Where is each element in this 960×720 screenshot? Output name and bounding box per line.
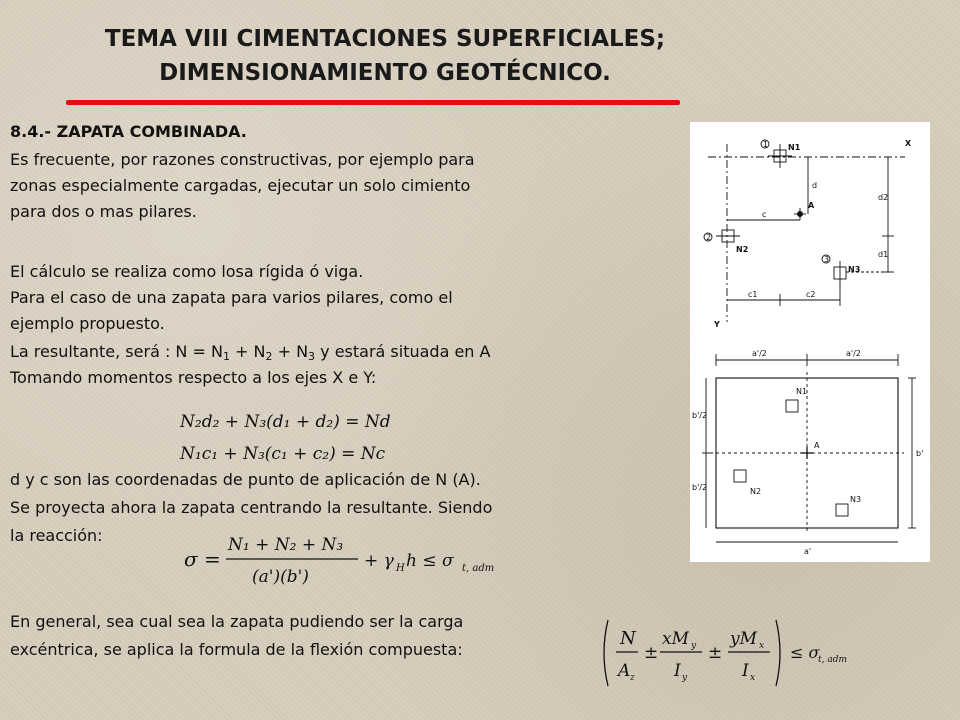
footing-n2: [734, 470, 746, 482]
title-line-1: TEMA VIII CIMENTACIONES SUPERFICIALES;: [104, 26, 666, 52]
label-a-half-left: a'/2: [752, 349, 767, 358]
moments-line: Tomando momentos respecto a los ejes X e Y:: [10, 368, 377, 387]
sub-2: 2: [265, 350, 273, 363]
label-footing-n3: N3: [850, 495, 862, 504]
flex-ymx: yM: [730, 629, 758, 649]
label-d2: d2: [878, 193, 889, 202]
paragraph-2-line-2: Para el caso de una zapata para varios pilares, como el: [10, 288, 453, 307]
label-circle-2: 2: [706, 233, 712, 242]
paragraph-3-line-3: la reacción:: [10, 526, 103, 545]
flex-le: ≤ σ: [790, 643, 820, 662]
flex-x-sub-1: x: [759, 641, 765, 651]
label-b-half-bottom: b'/2: [692, 483, 708, 492]
label-b-full: b': [916, 449, 924, 458]
sigma-adm: t, adm: [462, 563, 495, 574]
sigma-lhs: σ =: [184, 547, 221, 571]
paragraph-1-line-2: zonas especialmente cargadas, ejecutar un solo cimiento: [10, 176, 471, 195]
label-c1: c1: [748, 290, 758, 299]
sigma-numerator: N₁ + N₂ + N₃: [228, 535, 344, 555]
label-footing-n1: N1: [796, 387, 808, 396]
label-a-full: a': [804, 547, 812, 556]
flex-y-sub-2: y: [682, 673, 688, 683]
label-footing-n2: N2: [750, 487, 762, 496]
paragraph-1-line-3: para dos o mas pilares.: [10, 202, 197, 221]
sigma-rhs: + γ: [364, 551, 394, 571]
flex-z-sub: z: [630, 673, 635, 683]
label-n3: N3: [848, 265, 861, 274]
sigma-h-sub: H: [396, 563, 405, 574]
bottom-diagram: [702, 354, 916, 542]
section-heading: 8.4.- ZAPATA COMBINADA.: [10, 122, 247, 141]
sigma-h: h ≤ σ: [406, 551, 454, 571]
label-b-half-top: b'/2: [692, 411, 708, 420]
paragraph-4-line-2: excéntrica, se aplica la formula de la flexión compuesta:: [10, 640, 463, 659]
resultant-line: [10, 340, 490, 368]
paragraph-4-line-1: En general, sea cual sea la zapata pudiendo ser la carga: [10, 612, 464, 631]
flex-iy: I: [674, 661, 681, 681]
label-circle-3: 3: [824, 255, 830, 264]
label-c2: c2: [806, 290, 816, 299]
equation-2: N₁c₁ + N₃(c₁ + c₂) = Nc: [180, 444, 386, 464]
paragraph-3-line-1: d y c son las coordenadas de punto de aplicación de N (A).: [10, 470, 481, 489]
flex-pm-1: ±: [644, 643, 659, 663]
flex-az: A: [618, 661, 631, 681]
flexion-formula: [598, 616, 898, 690]
flex-x-sub-2: x: [750, 673, 756, 683]
top-diagram: [704, 140, 905, 322]
label-circle-1: 1: [763, 140, 769, 149]
title-underline: [66, 100, 680, 105]
paragraph-2-line-1: El cálculo se realiza como losa rígida ó viga.: [10, 262, 364, 281]
label-d1: d1: [878, 250, 889, 259]
sigma-formula: [182, 528, 512, 590]
label-a-half-right: a'/2: [846, 349, 861, 358]
resultant-plus-2: + N: [272, 342, 309, 361]
sub-1: 1: [222, 350, 230, 363]
top-diagram-labels: [706, 139, 912, 329]
title-line-2: DIMENSIONAMIENTO GEOTÉCNICO.: [159, 60, 611, 86]
resultant-plus-1: + N: [229, 342, 266, 361]
label-n2: N2: [736, 245, 749, 254]
flex-adm: t, adm: [818, 655, 847, 665]
footing-n1: [786, 400, 798, 412]
flex-ix: I: [742, 661, 749, 681]
flex-xmy: xM: [662, 629, 689, 649]
label-d: d: [812, 181, 818, 190]
paragraph-1-line-1: Es frecuente, por razones constructivas, por ejemplo para: [10, 150, 475, 169]
right-paren: [776, 620, 780, 686]
figure-svg: [690, 122, 930, 562]
label-x-axis: X: [905, 139, 912, 148]
label-footing-a: A: [814, 441, 820, 450]
label-c: c: [762, 210, 767, 219]
resultant-prefix: La resultante, será : N = N: [10, 342, 223, 361]
paragraph-2-line-3: ejemplo propuesto.: [10, 314, 165, 333]
label-a-top: A: [808, 201, 815, 210]
label-y-axis: Y: [714, 320, 720, 329]
slide-title: [0, 22, 770, 90]
flex-n: N: [620, 628, 636, 649]
resultant-suffix: y estará situada en A: [315, 342, 491, 361]
sub-3: 3: [308, 350, 316, 363]
paragraph-3-line-2: Se proyecta ahora la zapata centrando la resultante. Siendo: [10, 498, 493, 517]
flex-y-sub-1: y: [691, 641, 697, 651]
sigma-denominator: (a')(b'): [252, 567, 309, 587]
left-paren: [604, 620, 608, 686]
footing-n3: [836, 504, 848, 516]
equation-1: N₂d₂ + N₃(d₁ + d₂) = Nd: [180, 412, 391, 432]
flex-pm-2: ±: [708, 643, 723, 663]
figure-panel: [690, 122, 930, 562]
label-n1: N1: [788, 143, 801, 152]
